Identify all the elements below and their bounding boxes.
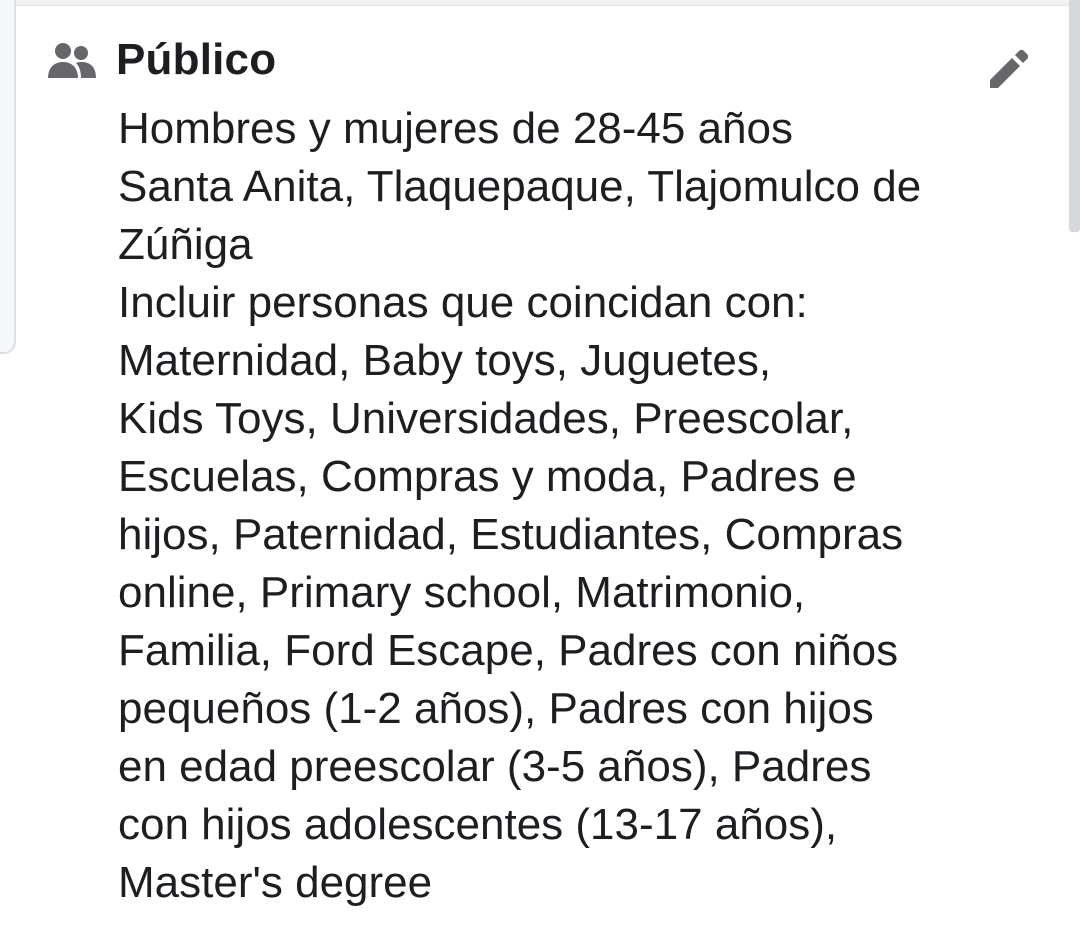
detail-line: Hombres y mujeres de 28-45 años <box>118 104 793 153</box>
detail-line: en edad preescolar (3-5 años), Padres <box>118 742 872 791</box>
detail-line: Santa Anita, Tlaquepaque, Tlajomulco de <box>118 162 922 211</box>
detail-line: Master's degree <box>118 858 433 907</box>
detail-line: Kids Toys, Universidades, Preescolar, <box>118 394 854 443</box>
detail-line: Maternidad, Baby toys, Juguetes, <box>118 336 772 385</box>
detail-line: Zúñiga <box>118 220 253 269</box>
detail-line: pequeños (1-2 años), Padres con hijos <box>118 684 874 733</box>
scrollbar[interactable] <box>1069 0 1080 232</box>
detail-line: hijos, Paternidad, Estudiantes, Compras <box>118 510 904 559</box>
previous-card-edge <box>0 0 16 354</box>
detail-line: con hijos adolescentes (13-17 años), <box>118 800 838 849</box>
audience-header <box>46 30 276 90</box>
detail-line: Familia, Ford Escape, Padres con niños <box>118 626 899 675</box>
top-divider <box>0 0 1080 6</box>
detail-line: Escuelas, Compras y moda, Padres e <box>118 452 857 501</box>
pencil-icon <box>986 46 1032 92</box>
detail-line: Incluir personas que coincidan con: <box>118 278 808 327</box>
people-icon <box>46 40 98 80</box>
edit-button[interactable] <box>982 42 1036 96</box>
audience-details <box>118 100 1048 912</box>
audience-title: Público <box>116 35 277 84</box>
detail-line: online, Primary school, Matrimonio, <box>118 568 806 617</box>
